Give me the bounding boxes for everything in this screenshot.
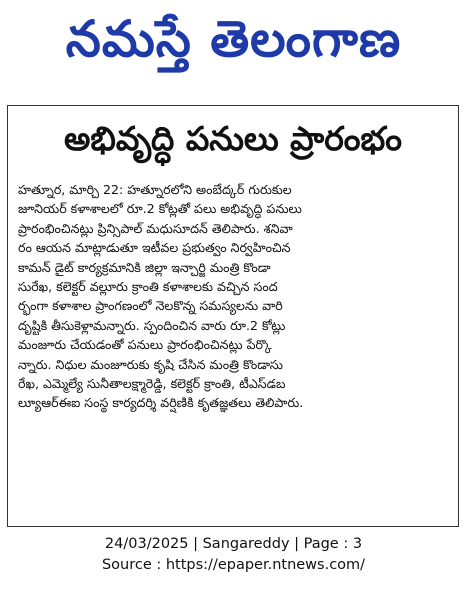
clipping-footer [0,534,467,576]
clipping-header [8,106,458,170]
article-body [18,180,450,413]
article-line: మంజూరు చేయడంతో పనులు ప్రారంభించినట్లు పేర్కొ [18,337,272,353]
article-line: దృష్టికి తీసుకెళ్లామన్నారు. స్పందించిన వారు రూ.2 కోట్లు [18,317,286,333]
news-clipping [7,105,459,527]
article-line: జూనియర్ కళాశాలలో రూ.2 కోట్లతో పలు అభివృద్ధి పనులు [18,201,302,217]
publication-meta: 24/03/2025 | Sangareddy | Page : 3 [104,536,363,552]
article-line: న్నారు. నిధుల మంజూరుకు కృషి చేసిన మంత్రి కొండాసు [18,356,283,372]
masthead [0,0,467,78]
article-line: కామన్ డైట్ కార్యక్రమానికి జిల్లా ఇన్చార్జి మంత్రి కొండా [18,259,271,275]
article-headline: అభివృద్ధి పనులు ప్రారంభం [64,118,402,158]
article-line: రేఖ, ఎమ్మెల్యే సునీతాలక్ష్మారెడ్డి, కలెక్టర్ క్రాంతి, టీఎస్‌డబ [18,375,286,391]
article-line: హత్నూర, మార్చి 22: హత్నూరలోని అంబేద్కర్ గురుకుల [18,182,292,197]
article-line: ల్యూఆర్ఈఐ సంస్థ కార్యదర్శి వర్షిణికి కృతజ్ఞతలు తెలిపారు. [18,395,304,411]
article-line: రం ఆయన మాట్లాడుతూ ఇటీవల ప్రభుత్వం నిర్వహించిన [18,240,291,256]
newspaper-logo: నమస్తే తెలంగాణ [65,10,402,68]
article-line: ర్భంగా కళాశాల ప్రాంగణంలో నెలకొన్న సమస్యలను వారి [18,298,283,314]
article-line: ప్రారంభించినట్లు ప్రిన్సిపాల్ మధుసూదన్ తెలిపారు. శనివా [18,220,293,236]
source-link[interactable]: Source : https://epaper.ntnews.com/ [101,557,366,573]
article-line: సురేఖ, కలెక్టర్ వల్లూరు క్రాంతి కళాశాలకు వచ్చిన సంద [18,278,278,294]
